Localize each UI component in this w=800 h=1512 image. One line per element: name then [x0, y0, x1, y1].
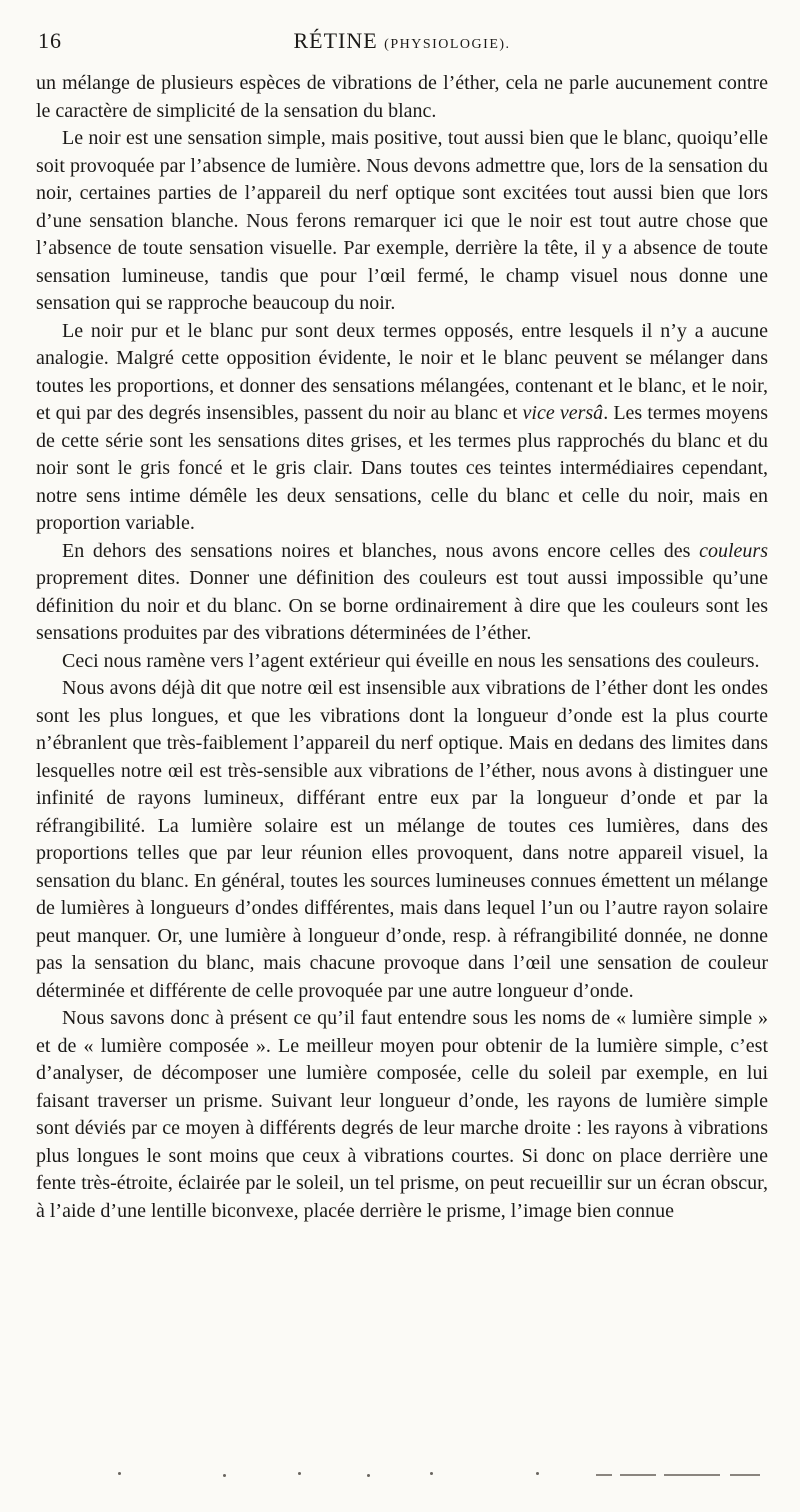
speckle: [367, 1474, 370, 1477]
text-run: proprement dites. Donner une définition des couleurs est tout aussi impossible qu’une définition du noir et du blanc. On se borne ordinairement à dire que les couleurs sont les sensations produites par des vibrations déterminées de l’éther.: [36, 567, 768, 644]
running-header: [36, 28, 768, 62]
text-run: un mélange de plusieurs espèces de vibrations de l’éther, cela ne parle aucunement contre le caractère de simplicité de la sensation du blanc.: [36, 72, 768, 122]
speckle: [298, 1472, 301, 1475]
speckle: [620, 1474, 656, 1476]
text-run: Nous avons déjà dit que notre œil est insensible aux vibrations de l’éther dont les ondes sont les plus longues, et que les vibrations dont la longueur d’onde est la plus courte n’ébranlent que très-faiblement l’appareil du nerf optique. Mais en dedans des limites dans lesquelles notre œil est très-sensible aux vibrations de l’éther, nous avons à distinguer une infinité de rayons lumineux, différant entre eux par la longueur d’onde et par la réfrangibilité. La lumière solaire est un mélange de toutes ces lumières, dans des proportions telles que par leur réunion elles provoquent, dans notre appareil visuel, la sensation du blanc. En général, toutes les sources lumineuses connues émettent un mélange de lumières à longueurs d’ondes différentes, mais dans lequel l’un ou l’autre rayon solaire peut manquer. Or, une lumière à longueur d’onde, resp. à réfrangibilité donnée, ne donne pas la sensation du blanc, mais chacune provoque dans l’œil une sensation de couleur déterminée et différente de celle provoquée par une autre longueur d’onde.: [36, 677, 768, 1002]
page-number: 16: [38, 28, 62, 53]
paragraph-noir: [36, 125, 768, 318]
text-run: Le noir est une sensation simple, mais positive, tout aussi bien que le blanc, quoiqu’elle soit provoquée par l’absence de lumière. Nous devons admettre que, lors de la sensation du noir, certaines parties de l’appareil du nerf optique sont excitées tout aussi bien que lors d’une sensation blanche. Nous ferons remarquer ici que le noir est tout autre chose que l’absence de toute sensation visuelle. Par exemple, derrière la tête, il y a absence de toute sensation lumineuse, tandis que pour l’œil fermé, le champ visuel nous donne une sensation qui se rapproche beaucoup du noir.: [36, 127, 768, 314]
text-run: Le noir pur et le blanc pur sont deux termes opposés, entre lesquels il n’y a aucune analogie. Malgré cette opposition évidente, le noir et le blanc peuvent se mélanger dans toutes les proportions, et donner des sensations mélangées, contenant et le blanc, et le noir, et qui par des degrés insensibles, passent du noir au blanc et: [36, 319, 768, 424]
speckle: [664, 1474, 720, 1476]
text-run: Nous savons donc à présent ce qu’il faut entendre sous les noms de « lumière simple » et de « lumière composée ». Le meilleur moyen pour obtenir de la lumière simple, c’est d’analyser, de décomposer une lumière composée, celle du soleil par exemple, en lui faisant traverser un prisme. Suivant leur longueur d’onde, les rayons de lumière simple sont déviés par ce moyen à différents degrés de leur marche droite : les rayons à vibrations plus longues le sont moins que ceux à vibrations courtes. Si donc on place derrière une fente très-étroite, éclairée par le soleil, un tel prisme, on peut recueillir sur un écran obscur, à l’aide d’une lentille biconvexe, placée derrière le prisme, l’image bien connue: [36, 1007, 768, 1222]
text-run: . Les termes moyens de cette série sont les sensations dites grises, et les termes plus rapprochés du blanc et du noir sont le gris foncé et le gris clair. Dans toutes ces teintes intermédiaires cependant, notre sens intime démêle les deux sensations, celle du blanc et celle du noir, mais en proportion variable.: [36, 402, 769, 534]
body-text: [36, 70, 768, 1225]
paragraph-agent-exterieur: [36, 648, 768, 676]
running-title: [36, 28, 768, 54]
italic-run: couleurs: [699, 539, 768, 562]
paragraph-couleurs: [36, 538, 768, 648]
speckle: [730, 1474, 760, 1476]
paragraph-longueur-onde: [36, 675, 768, 1005]
speckle: [596, 1474, 612, 1476]
chapter-title: RÉTINE: [293, 28, 378, 53]
text-run: Ceci nous ramène vers l’agent extérieur qui éveille en nous les sensations des couleurs.: [62, 649, 760, 672]
page-speckles: [0, 1468, 800, 1478]
speckle: [536, 1472, 539, 1475]
text-run: En dehors des sensations noires et blanches, nous avons encore celles des: [62, 539, 700, 562]
paragraph-continued: [36, 70, 768, 125]
speckle: [430, 1472, 433, 1475]
speckle: [118, 1472, 121, 1475]
paragraph-noir-blanc: [36, 318, 768, 538]
speckle: [223, 1474, 226, 1477]
italic-run: vice versâ: [522, 402, 604, 424]
paragraph-lumiere-simple: [36, 1005, 768, 1225]
chapter-subtitle: (PHYSIOLOGIE).: [384, 37, 511, 52]
